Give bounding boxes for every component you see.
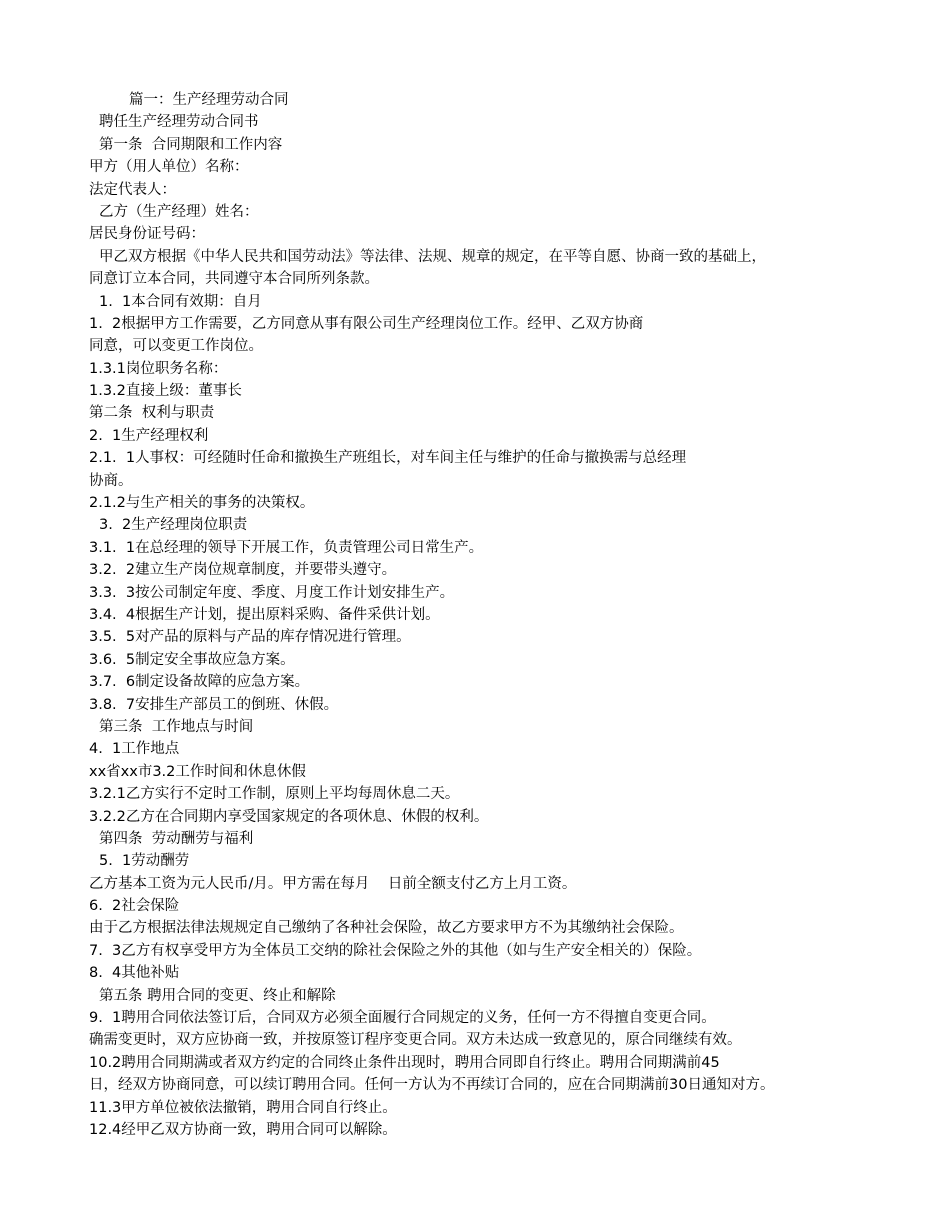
text-line: 6. 2社会保险 <box>89 898 180 915</box>
text-line: 3.1. 1在总经理的领导下开展工作，负责管理公司日常生产。 <box>89 539 484 556</box>
text-line: 3.4. 4根据生产计划，提出原料采购、备件采供计划。 <box>89 606 440 623</box>
text-line: 1. 2根据甲方工作需要，乙方同意从事有限公司生产经理岗位工作。经甲、乙双方协商 <box>89 315 644 332</box>
text-line: 同意订立本合同，共同遵守本合同所列条款。 <box>89 271 379 288</box>
text-line: 第四条 劳动酬劳与福利 <box>99 830 254 847</box>
text-line: 11.3甲方单位被依法撤销，聘用合同自行终止。 <box>89 1099 397 1116</box>
text-line: 同意，可以变更工作岗位。 <box>89 338 263 355</box>
text-line: 甲方（用人单位）名称： <box>89 159 249 176</box>
text-line: 3.7. 6制定设备故障的应急方案。 <box>89 674 310 691</box>
text-line: 第五条 聘用合同的变更、终止和解除 <box>99 987 336 1004</box>
text-line: 3.2. 2建立生产岗位规章制度，并要带头遵守。 <box>89 562 397 579</box>
text-line: 4. 1工作地点 <box>89 741 180 758</box>
text-line: 8. 4其他补贴 <box>89 965 180 982</box>
text-line: 甲乙双方根据《中华人民共和国劳动法》等法律、法规、规章的规定，在平等自愿、协商一致的基础上， <box>99 248 766 265</box>
text-line: 居民身份证号码： <box>89 226 205 243</box>
text-line: 12.4经甲乙双方协商一致，聘用合同可以解除。 <box>89 1121 397 1138</box>
text-line: 乙方基本工资为元人民币/月。甲方需在每月 日前全额支付乙方上月工资。 <box>89 875 577 892</box>
text-line: 确需变更时，双方应协商一致，并按原签订程序变更合同。双方未达成一致意见的，原合同继续有效。 <box>89 1032 742 1049</box>
text-line: 篇一：生产经理劳动合同 <box>129 92 289 108</box>
text-line: 5. 1劳动酬劳 <box>99 853 190 870</box>
text-line: 第三条 工作地点与时间 <box>99 718 254 735</box>
text-line: 1.3.1岗位职务名称： <box>89 360 228 377</box>
text-line: 聘任生产经理劳动合同书 <box>99 114 259 131</box>
text-line: 第一条 合同期限和工作内容 <box>99 136 283 153</box>
text-line: 9. 1聘用合同依法签订后，合同双方必须全面履行合同规定的义务，任何一方不得擅自变更合同。 <box>89 1010 716 1027</box>
text-line: 7. 3乙方有权享受甲方为全体员工交纳的除社会保险之外的其他（如与生产安全相关的）保险。 <box>89 942 702 959</box>
contract-text <box>89 89 879 1141</box>
text-line: 由于乙方根据法律法规规定自己缴纳了各种社会保险，故乙方要求甲方不为其缴纳社会保险。 <box>89 920 684 937</box>
text-line: 10.2聘用合同期满或者双方约定的合同终止条件出现时，聘用合同即自行终止。聘用合同期满前45 <box>89 1054 720 1071</box>
text-line: 日，经双方协商同意，可以续订聘用合同。任何一方认为不再续订合同的，应在合同期满前30日通知对方。 <box>89 1077 775 1094</box>
text-line: 协商。 <box>89 472 133 489</box>
text-line: 3.2.2乙方在合同期内享受国家规定的各项休息、休假的权利。 <box>89 808 489 825</box>
text-line: 法定代表人： <box>89 181 176 198</box>
text-line: 2.1. 1人事权：可经随时任命和撤换生产班组长，对车间主任与维护的任命与撤换需与总经理 <box>89 450 687 467</box>
text-line: 3.2.1乙方实行不定时工作制，原则上平均每周休息二天。 <box>89 786 460 803</box>
text-line: 3.8. 7安排生产部员工的倒班、休假。 <box>89 696 339 713</box>
text-line: 1.3.2直接上级：董事长 <box>89 383 242 400</box>
text-line: 2. 1生产经理权利 <box>89 427 209 444</box>
text-line: 2.1.2与生产相关的事务的决策权。 <box>89 495 315 512</box>
text-line: 3.5. 5对产品的原料与产品的库存情况进行管理。 <box>89 629 411 646</box>
text-line: 乙方（生产经理）姓名： <box>99 203 259 220</box>
text-line: 1. 1本合同有效期：自月 <box>99 293 262 310</box>
text-line: 3. 2生产经理岗位职责 <box>99 517 248 534</box>
text-line: 3.6. 5制定安全事故应急方案。 <box>89 651 295 668</box>
text-line: xx省xx市3.2工作时间和休息休假 <box>89 763 306 780</box>
text-line: 3.3. 3按公司制定年度、季度、月度工作计划安排生产。 <box>89 584 455 601</box>
text-line: 第二条 权利与职责 <box>89 405 215 422</box>
